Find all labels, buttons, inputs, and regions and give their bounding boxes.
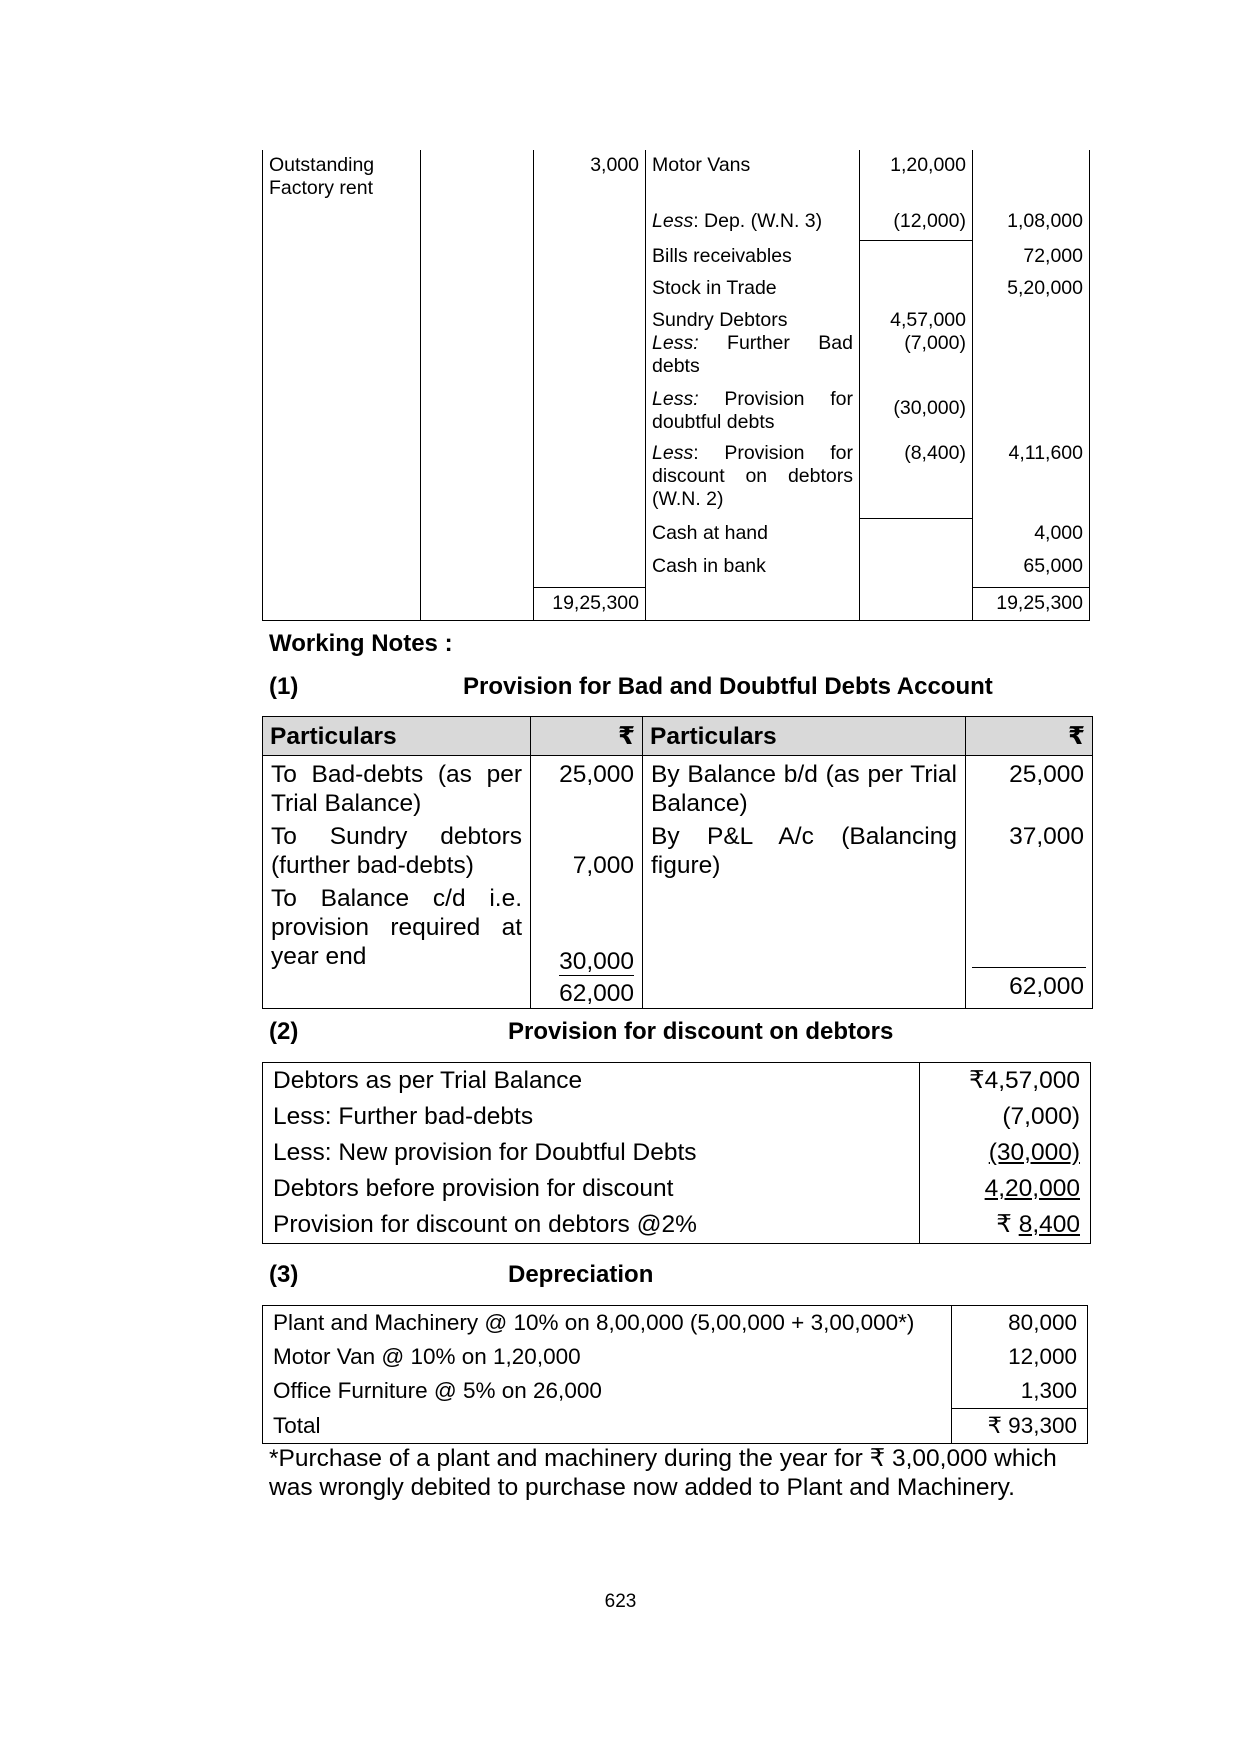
table-row (263, 441, 1090, 519)
motor-net-amount: 1,08,000 (973, 206, 1090, 240)
rupee-icon: ₹ (996, 1211, 1019, 1238)
dr-item-balance-cd: To Balance c/d i.e. provision required at year end (271, 885, 522, 970)
totals-row (263, 587, 1090, 620)
header-particulars-cr: Particulars (643, 717, 966, 756)
outstanding-amount: 3,000 (534, 150, 646, 206)
total-right: 19,25,300 (973, 587, 1090, 620)
bills-amount: 72,000 (973, 241, 1090, 273)
table-row (263, 519, 1090, 552)
disc-label-0: Debtors as per Trial Balance (263, 1063, 920, 1100)
note3-title: Depreciation (508, 1261, 654, 1288)
less-provision-label: Less: Provision for doubtful debts (646, 385, 860, 441)
balance-sheet-table (262, 150, 1090, 621)
stock-amount: 5,20,000 (973, 273, 1090, 305)
dep-amount-total: ₹ 93,300 (952, 1409, 1088, 1444)
table-row (263, 305, 1090, 332)
table-row (263, 385, 1090, 441)
total-left: 19,25,300 (534, 587, 646, 620)
table-row (263, 1409, 1088, 1444)
disc-amount-1: (7,000) (920, 1099, 1091, 1135)
note2-number: (2) (269, 1018, 299, 1045)
depreciation-table (262, 1305, 1088, 1444)
page-number: 623 (604, 1591, 637, 1612)
dep-label-0: Plant and Machinery @ 10% on 8,00,000 (5,00,000 + 3,00,000*) (263, 1306, 952, 1341)
motor-vans-amount: 1,20,000 (860, 150, 973, 206)
dr-item-bad-debts: To Bad-debts (as per Trial Balance) (271, 761, 522, 817)
cr-item-pl: By P&L A/c (Balancing figure) (651, 823, 957, 879)
working-notes-title: Working Notes : (269, 630, 453, 657)
dep-label-2: Office Furniture @ 5% on 26,000 (263, 1374, 952, 1409)
table-row (263, 552, 1090, 587)
disc-amount-0: ₹4,57,000 (920, 1063, 1091, 1100)
dr-amount-bad-debts: 25,000 (559, 761, 634, 788)
dep-label-1: Motor Van @ 10% on 1,20,000 (263, 1340, 952, 1374)
table-header-row (263, 717, 1093, 756)
cash-bank-amount: 65,000 (973, 552, 1090, 587)
table-row (263, 241, 1090, 273)
cr-item-balance-bd: By Balance b/d (as per Trial Balance) (651, 761, 957, 817)
cr-amount-balance-bd: 25,000 (1009, 761, 1084, 788)
table-row (263, 1340, 1088, 1374)
note2-title: Provision for discount on debtors (508, 1018, 894, 1045)
dr-amount-balance-cd: 30,000 (559, 948, 634, 975)
dep-amount: (12,000) (860, 206, 973, 240)
stock-label: Stock in Trade (646, 273, 860, 305)
debtors-net-amount: 4,11,600 (973, 441, 1090, 519)
cr-amount-pl: 37,000 (1009, 823, 1084, 850)
header-rupee-dr: ₹ (531, 717, 643, 756)
disc-label-2: Less: New provision for Doubtful Debts (263, 1135, 920, 1171)
table-row (263, 1135, 1091, 1171)
table-row (263, 332, 1090, 384)
table-row (263, 1374, 1088, 1409)
table-row (263, 273, 1090, 305)
less-discount-amount: (8,400) (860, 441, 973, 519)
dep-label-total: Total (263, 1409, 952, 1444)
cash-hand-amount: 4,000 (973, 519, 1090, 552)
cash-hand-label: Cash at hand (646, 519, 860, 552)
table-row (263, 150, 1090, 206)
less-bad-debts-amount: (7,000) (860, 332, 973, 384)
less-bad-debts-label: Less: Further Bad debts (646, 332, 860, 384)
less-provision-amount: (30,000) (860, 385, 973, 441)
table-row (263, 206, 1090, 240)
footnote: *Purchase of a plant and machinery during the year for ₹ 3,00,000 which was wrongly debited to purchase now added to Plant and Machinery. (269, 1445, 1057, 1501)
disc-amount-4: 8,400 (1018, 1211, 1080, 1238)
table-row (263, 1063, 1091, 1100)
cr-total: 62,000 (1009, 973, 1084, 1000)
disc-label-4: Provision for discount on debtors @2% (263, 1207, 920, 1244)
bills-label: Bills receivables (646, 241, 860, 273)
dep-amount-1: 12,000 (952, 1340, 1088, 1374)
note3-number: (3) (269, 1261, 299, 1288)
disc-amount-3: 4,20,000 (984, 1175, 1080, 1202)
dr-items-cell (263, 756, 531, 1009)
cash-bank-label: Cash in bank (646, 552, 860, 587)
cr-amounts-cell (966, 756, 1093, 1009)
debtors-label: Sundry Debtors (646, 305, 860, 332)
dep-label: Less: Dep. (W.N. 3) (646, 206, 860, 240)
dr-amounts-cell (531, 756, 643, 1009)
dep-amount-0: 80,000 (952, 1306, 1088, 1341)
dr-total: 62,000 (559, 980, 634, 1007)
table-row (263, 1171, 1091, 1207)
header-rupee-cr: ₹ (966, 717, 1093, 756)
table-row (263, 756, 1093, 1009)
disc-label-3: Debtors before provision for discount (263, 1171, 920, 1207)
cr-items-cell (643, 756, 966, 1009)
table-row (263, 1099, 1091, 1135)
dep-amount-2: 1,300 (952, 1374, 1088, 1409)
motor-vans-label: Motor Vans (646, 150, 860, 206)
note1-title: Provision for Bad and Doubtful Debts Account (463, 673, 993, 700)
debtors-amount: 4,57,000 (860, 305, 973, 332)
dr-item-sundry-debtors: To Sundry debtors (further bad-debts) (271, 823, 522, 879)
header-particulars-dr: Particulars (263, 717, 531, 756)
provision-account-table (262, 716, 1093, 1009)
dr-amount-sundry-debtors: 7,000 (572, 852, 634, 879)
less-discount-label: Less: Provision for discount on debtors (W.N. 2) (646, 441, 860, 519)
disc-amount-2: (30,000) (988, 1139, 1080, 1166)
disc-label-1: Less: Further bad-debts (263, 1099, 920, 1135)
outstanding-factory-rent: Outstanding Factory rent (263, 150, 421, 206)
table-row (263, 1306, 1088, 1341)
note1-number: (1) (269, 673, 299, 700)
discount-table (262, 1062, 1091, 1244)
table-row (263, 1207, 1091, 1244)
